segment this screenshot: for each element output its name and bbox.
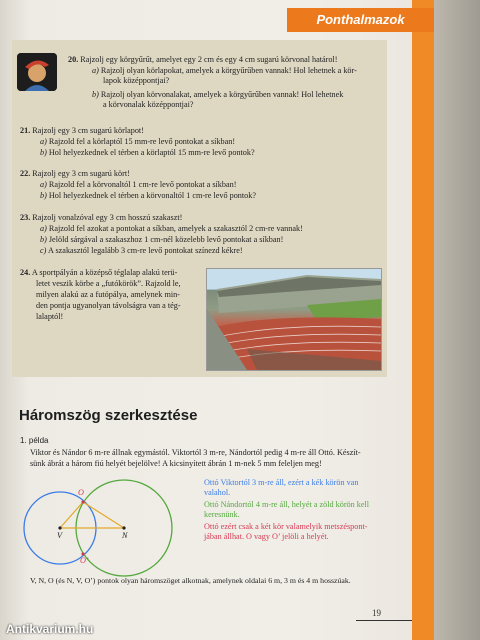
subpart-label: a) <box>40 137 47 146</box>
orange-margin-strip <box>412 0 434 640</box>
watermark: Antikvarium.hu <box>6 622 94 636</box>
subpart-text: Rajzold fel azokat a pontokat a síkban, amelyek a szakasztól 2 cm-re vannak! <box>48 224 303 233</box>
circle-diagram <box>20 472 190 582</box>
conclusion: V, N, O (és N, V, O’) pontok olyan háromszöget alkotnak, amelynek oldalai 6 m, 3 m és 4 m hosszúak. <box>30 576 351 585</box>
intro-line-1: Viktor és Nándor 6 m-re állnak egymástól. Viktortól 3 m-re, Nándortól pedig 4 m-re áll Ottó. Készít- <box>30 448 361 457</box>
note-blue-2: valahol. <box>204 488 231 497</box>
problem-text: Rajzolj vonalzóval egy 3 cm hosszú szakaszt! <box>32 213 183 222</box>
problem-20b <box>92 90 343 100</box>
page-number-rule <box>356 620 412 621</box>
subpart-label: c) <box>40 246 47 255</box>
chapter-header: Ponthalmazok <box>287 8 434 32</box>
subpart-text: Rajzold fel a körvonaltól 1 cm-re levő pontokat a síkban! <box>48 180 237 189</box>
intro-line-2: sünk ábrát a három fiú helyét bejelölve! A kicsinyített ábrán 1 m-nek 5 mm feleljen meg! <box>30 459 322 468</box>
subpart-text: Rajzold fel a körlaptól 15 mm-re levő pontokat a síkban! <box>48 137 236 146</box>
subpart-text: Jelöld sárgával a szakaszhoz 1 cm-nél közelebb levő pontokat a síkban! <box>48 235 284 244</box>
label-N: N <box>122 531 128 540</box>
subpart-label: b) <box>40 191 47 200</box>
problem-23a <box>40 224 303 234</box>
problem-text: Rajzolj egy 3 cm sugarú kört! <box>32 169 130 178</box>
problem-21 <box>20 126 144 136</box>
problem-20a <box>92 66 357 76</box>
label-V: V <box>57 531 63 540</box>
subpart-label: b) <box>92 90 99 99</box>
problem-24-line3: milyen alakú az a futópálya, amelynek min- <box>36 290 180 299</box>
subpart-text: Hol helyezkednek el térben a körvonaltól 1 cm-re levő pontok? <box>48 191 256 200</box>
problem-number: 24. <box>20 268 31 277</box>
problem-22a <box>40 180 236 190</box>
problem-22b <box>40 191 256 201</box>
subpart-text: Hol helyezkednek el térben a körlaptól 15 mm-re levő pontok? <box>48 148 255 157</box>
problem-number: 23. <box>20 213 31 222</box>
example-label: 1. példa <box>20 436 49 445</box>
problem-24-line5: lalaptól! <box>36 312 64 321</box>
section-title: Háromszög szerkesztése <box>19 407 198 424</box>
problem-text: A sportpályán a középső téglalap alakú terü- <box>31 268 178 277</box>
problem-number: 20. <box>68 55 79 64</box>
problem-20 <box>68 55 338 65</box>
problem-22 <box>20 169 130 179</box>
problem-text: Rajzolj egy körgyűrűt, amelyet egy 2 cm és egy 4 cm sugarú körvonal határol! <box>80 55 338 64</box>
subpart-label: b) <box>40 148 47 157</box>
label-O-prime: O’ <box>80 556 89 565</box>
problem-number: 22. <box>20 169 31 178</box>
person-icon <box>17 53 57 91</box>
problem-23b <box>40 235 283 245</box>
problem-23c <box>40 246 243 256</box>
stadium-photo <box>206 268 382 371</box>
label-O: O <box>78 488 84 497</box>
problem-text: Rajzolj egy 3 cm sugarú körlapot! <box>32 126 144 135</box>
problem-20b-cont: a körvonalak középpontjai? <box>103 100 194 109</box>
note-blue-1: Ottó Viktortól 3 m-re áll, ezért a kék körön van <box>204 478 359 487</box>
note-green-1: Ottó Nándortól 4 m-re áll, helyét a zöld körön kell <box>204 500 370 509</box>
subpart-label: b) <box>40 235 47 244</box>
subpart-text: A szakasztól legalább 3 cm-re levő pontokat színezd kékre! <box>47 246 243 255</box>
page-edge <box>434 0 480 640</box>
subpart-text: Rajzolj olyan körlapokat, amelyek a körgyűrűben vannak! Hol lehetnek a kör- <box>100 66 357 75</box>
note-red-2: jában állhat. O vagy O’ jelöli a helyét. <box>204 532 329 541</box>
problem-24-line4: den pontja ugyanolyan távolságra van a tég- <box>36 301 181 310</box>
subpart-label: a) <box>92 66 99 75</box>
subpart-label: a) <box>40 224 47 233</box>
subpart-label: a) <box>40 180 47 189</box>
problem-24-line1 <box>20 268 177 278</box>
problem-number: 21. <box>20 126 31 135</box>
problem-23 <box>20 213 182 223</box>
page-number: 19 <box>372 608 381 618</box>
note-red-1: Ottó ezért csak a két kör valamelyik metszéspont- <box>204 522 368 531</box>
note-green-2: keresnünk. <box>204 510 240 519</box>
problem-21b <box>40 148 255 158</box>
problem-20a-cont: lapok középpontjai? <box>103 76 170 85</box>
problem-24-line2: letet veszik körbe a „futókörök”. Rajzold le, <box>36 279 181 288</box>
problem-21a <box>40 137 235 147</box>
subpart-text: Rajzolj olyan körvonalakat, amelyek a körgyűrűben vannak! Hol lehetnek <box>100 90 344 99</box>
